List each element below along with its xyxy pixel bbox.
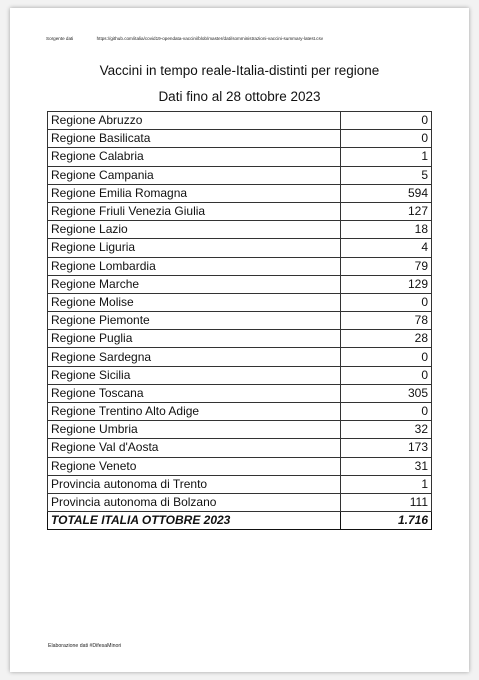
region-value: 1 bbox=[341, 148, 432, 166]
region-name: Regione Abruzzo bbox=[48, 112, 341, 130]
region-name: Regione Toscana bbox=[48, 384, 341, 402]
source-label: Sorgente dati bbox=[46, 36, 74, 41]
total-label: TOTALE ITALIA OTTOBRE 2023 bbox=[48, 512, 341, 530]
region-value: 18 bbox=[341, 221, 432, 239]
region-value: 0 bbox=[341, 348, 432, 366]
regions-table bbox=[47, 111, 432, 530]
region-name: Regione Friuli Venezia Giulia bbox=[48, 202, 341, 220]
region-value: 0 bbox=[341, 366, 432, 384]
region-value: 0 bbox=[341, 403, 432, 421]
region-value: 1 bbox=[341, 475, 432, 493]
region-value: 173 bbox=[341, 439, 432, 457]
region-name: Regione Molise bbox=[48, 293, 341, 311]
table-row bbox=[48, 166, 432, 184]
source-url[interactable]: https://github.com/italia/covid19-opendata-vaccini/blob/master/dati/somministrazioni-vaccini-summary-latest.csv bbox=[96, 36, 324, 41]
region-name: Regione Piemonte bbox=[48, 312, 341, 330]
region-value: 4 bbox=[341, 239, 432, 257]
regions-table-body bbox=[48, 112, 432, 530]
region-name: Provincia autonoma di Bolzano bbox=[48, 493, 341, 511]
table-row bbox=[48, 275, 432, 293]
total-value: 1.716 bbox=[341, 512, 432, 530]
region-name: Regione Lombardia bbox=[48, 257, 341, 275]
table-row bbox=[48, 184, 432, 202]
table-row bbox=[48, 312, 432, 330]
region-value: 79 bbox=[341, 257, 432, 275]
document-subtitle: Dati fino al 28 ottobre 2023 bbox=[158, 89, 321, 104]
region-value: 127 bbox=[341, 202, 432, 220]
table-row bbox=[48, 421, 432, 439]
region-name: Regione Campania bbox=[48, 166, 341, 184]
region-value: 28 bbox=[341, 330, 432, 348]
region-value: 5 bbox=[341, 166, 432, 184]
table-row bbox=[48, 239, 432, 257]
region-name: Regione Veneto bbox=[48, 457, 341, 475]
region-name: Regione Liguria bbox=[48, 239, 341, 257]
region-name: Regione Sicilia bbox=[48, 366, 341, 384]
table-row bbox=[48, 202, 432, 220]
document-page bbox=[10, 8, 469, 672]
table-row bbox=[48, 257, 432, 275]
table-row bbox=[48, 475, 432, 493]
footer-note: Elaborazione dati #DifesaMinori bbox=[48, 643, 122, 649]
table-row bbox=[48, 112, 432, 130]
region-name: Regione Val d'Aosta bbox=[48, 439, 341, 457]
source-line bbox=[46, 36, 466, 41]
document-title: Vaccini in tempo reale-Italia-distinti per regione bbox=[99, 63, 380, 78]
region-value: 78 bbox=[341, 312, 432, 330]
table-row bbox=[48, 130, 432, 148]
table-row bbox=[48, 493, 432, 511]
region-value: 111 bbox=[341, 493, 432, 511]
region-value: 0 bbox=[341, 130, 432, 148]
region-name: Regione Lazio bbox=[48, 221, 341, 239]
region-name: Regione Calabria bbox=[48, 148, 341, 166]
region-name: Regione Puglia bbox=[48, 330, 341, 348]
table-row bbox=[48, 366, 432, 384]
table-row bbox=[48, 221, 432, 239]
region-name: Regione Basilicata bbox=[48, 130, 341, 148]
region-value: 0 bbox=[341, 293, 432, 311]
table-row bbox=[48, 439, 432, 457]
region-value: 31 bbox=[341, 457, 432, 475]
table-row bbox=[48, 293, 432, 311]
total-row bbox=[48, 512, 432, 530]
table-row bbox=[48, 330, 432, 348]
table-row bbox=[48, 148, 432, 166]
table-row bbox=[48, 403, 432, 421]
region-name: Regione Trentino Alto Adige bbox=[48, 403, 341, 421]
region-value: 0 bbox=[341, 112, 432, 130]
region-name: Regione Marche bbox=[48, 275, 341, 293]
region-value: 305 bbox=[341, 384, 432, 402]
region-name: Regione Umbria bbox=[48, 421, 341, 439]
region-name: Regione Sardegna bbox=[48, 348, 341, 366]
table-row bbox=[48, 457, 432, 475]
region-name: Provincia autonoma di Trento bbox=[48, 475, 341, 493]
table-row bbox=[48, 384, 432, 402]
table-row bbox=[48, 348, 432, 366]
region-value: 32 bbox=[341, 421, 432, 439]
region-value: 594 bbox=[341, 184, 432, 202]
region-name: Regione Emilia Romagna bbox=[48, 184, 341, 202]
region-value: 129 bbox=[341, 275, 432, 293]
